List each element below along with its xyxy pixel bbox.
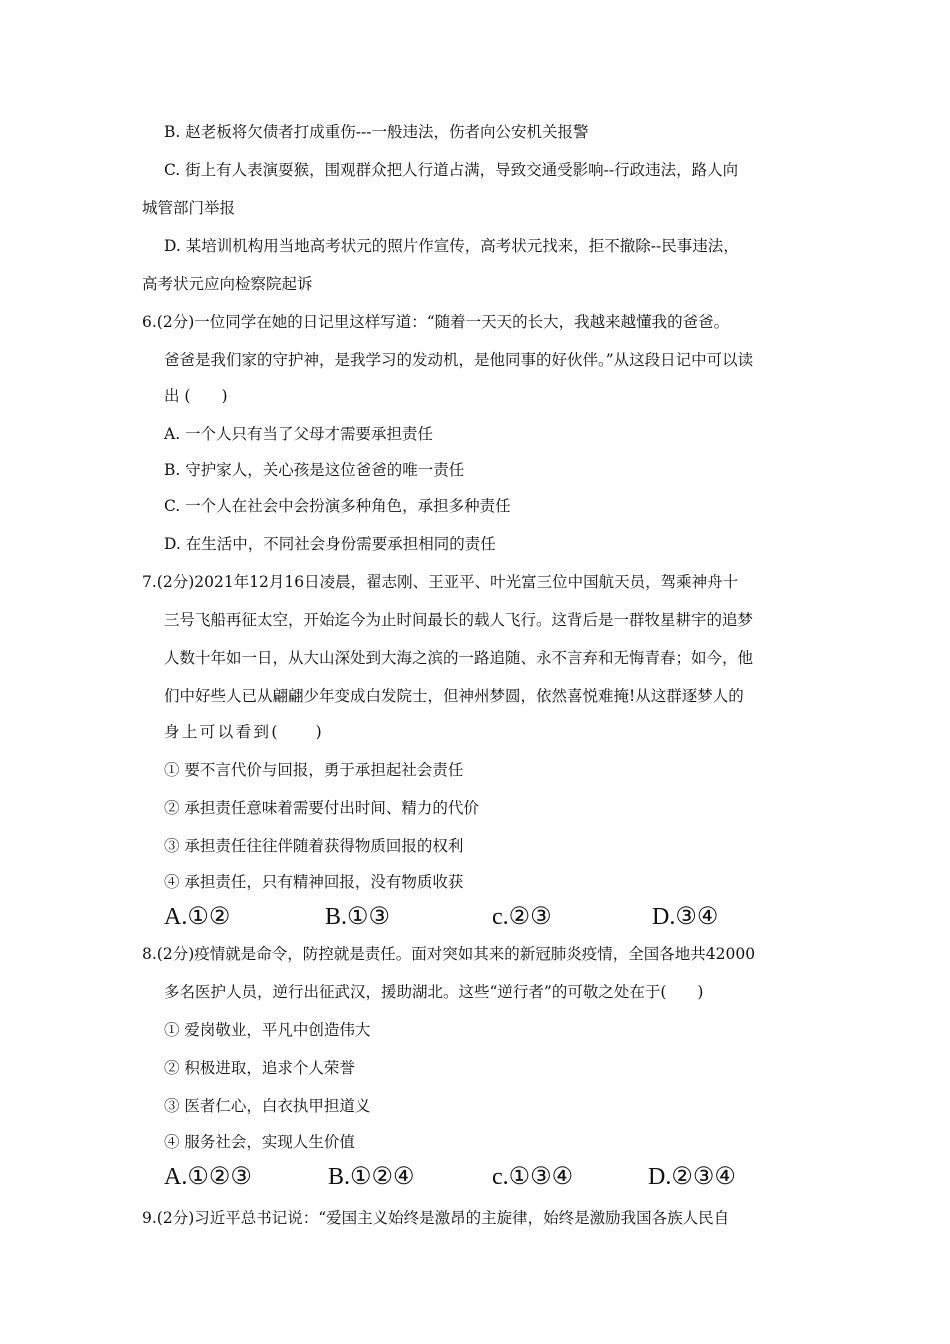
q7-item-4: ④ 承担责任，只有精神回报，没有物质收获 — [164, 873, 464, 891]
q9-stem-line1: 9.(2分)习近平总书记说：“爱国主义始终是激昂的主旋律，始终是激励我国各族人民自 — [142, 1209, 730, 1227]
q6-stem-line1: 6.(2分)一位同学在她的日记里这样写道：“随着一天天的长大，我越来越懂我的爸爸。 — [142, 313, 730, 331]
q8-stem-line1: 8.(2分)疫情就是命令，防控就是责任。面对突如其来的新冠肺炎疫情，全国各地共42000 — [142, 945, 756, 963]
q6-option-c: C. 一个人在社会中会扮演多种角色，承担多种责任 — [164, 497, 511, 515]
q8-stem-line2: 多名医护人员，逆行出征武汉，援助湖北。这些“逆行者”的可敬之处在于( ) — [164, 983, 704, 1001]
q6-stem-line3: 出 ( ) — [164, 387, 228, 405]
q7-choice-c: c.②③ — [492, 904, 552, 930]
q7-choice-d: D.③④ — [652, 904, 719, 930]
q5-option-c-line2: 城管部门举报 — [142, 199, 236, 217]
q8-choice-a: A.①②③ — [164, 1164, 252, 1190]
q8-choice-b: B.①②④ — [328, 1164, 415, 1190]
q5-option-d-line1: D. 某培训机构用当地高考状元的照片作宣传，高考状元找来，拒不撤除--民事违法， — [164, 237, 739, 255]
q8-item-1: ① 爱岗敬业，平凡中创造伟大 — [164, 1021, 371, 1039]
q6-option-b: B. 守护家人，关心孩是这位爸爸的唯一责任 — [164, 461, 465, 479]
q6-option-a: A. 一个人只有当了父母才需要承担责任 — [164, 425, 434, 443]
q6-stem-line2: 爸爸是我们家的守护神，是我学习的发动机，是他同事的好伙伴。”从这段日记中可以读 — [164, 351, 754, 369]
q7-choice-a: A.①② — [164, 904, 231, 930]
q8-item-4: ④ 服务社会，实现人生价值 — [164, 1133, 355, 1151]
q8-item-2: ② 积极进取，追求个人荣誉 — [164, 1059, 355, 1077]
q5-option-d-line2: 高考状元应向检察院起诉 — [142, 275, 313, 293]
q5-option-b: B. 赵老板将欠债者打成重伤---一般违法，伤者向公安机关报警 — [164, 123, 589, 141]
q7-choice-b: B.①③ — [325, 904, 391, 930]
q7-item-1: ① 要不言代价与回报，勇于承担起社会责任 — [164, 761, 464, 779]
q5-option-c-line1: C. 街上有人表演耍猴，围观群众把人行道占满，导致交通受影响--行政违法，路人向 — [164, 161, 739, 179]
q7-stem-line5: 身上可以看到( ) — [164, 723, 325, 741]
q7-stem-line2: 三号飞船再征太空，开始迄今为止时间最长的载人飞行。这背后是一群牧星耕宇的追梦 — [164, 611, 754, 629]
q7-item-3: ③ 承担责任往往伴随着获得物质回报的权利 — [164, 837, 464, 855]
q8-choice-c: c.①③④ — [492, 1164, 574, 1190]
q7-stem-line1: 7.(2分)2021年12月16日凌晨，翟志刚、王亚平、叶光富三位中国航天员，驾乘神舟十 — [142, 573, 739, 591]
q7-stem-line4: 们中好些人已从翩翩少年变成白发院士，但神州梦圆，依然喜悦难掩!从这群逐梦人的 — [164, 687, 744, 705]
q8-choice-d: D.②③④ — [648, 1164, 736, 1190]
q6-option-d: D. 在生活中，不同社会身份需要承担相同的责任 — [164, 535, 496, 553]
q8-item-3: ③ 医者仁心，白衣执甲担道义 — [164, 1097, 371, 1115]
q7-item-2: ② 承担责任意味着需要付出时间、精力的代价 — [164, 799, 479, 817]
q7-stem-line3: 人数十年如一日，从大山深处到大海之滨的一路追随、永不言弃和无悔青春；如今，他 — [164, 649, 754, 667]
